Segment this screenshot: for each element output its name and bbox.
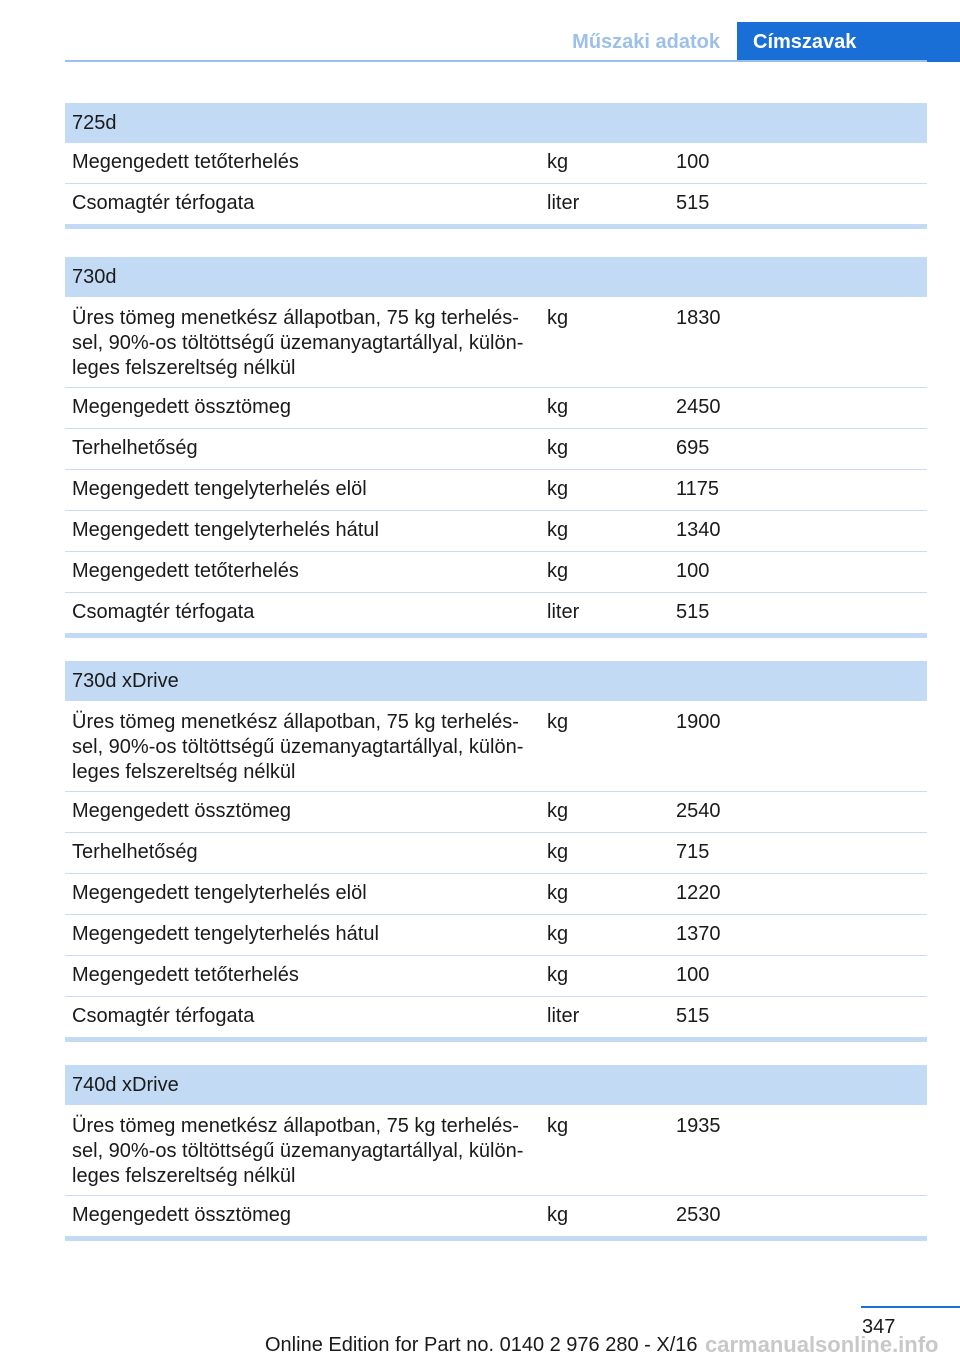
row-unit: kg xyxy=(547,964,569,986)
spec-table-title: 730d xyxy=(65,257,927,297)
row-label: Terhelhetőség xyxy=(72,841,198,863)
row-unit: kg xyxy=(547,478,569,500)
spec-table-740d-xdrive xyxy=(65,1065,927,1241)
table-row xyxy=(65,470,927,511)
footer-divider xyxy=(861,1306,960,1308)
row-value: 515 xyxy=(676,601,710,623)
spec-table-730d xyxy=(65,257,927,638)
table-row xyxy=(65,593,927,633)
table-end-bar xyxy=(65,224,927,229)
row-unit: kg xyxy=(547,307,569,329)
row-label: Megengedett tengelyterhelés hátul xyxy=(72,519,379,541)
table-end-bar xyxy=(65,1037,927,1042)
row-unit: kg xyxy=(547,711,569,733)
row-value: 2540 xyxy=(676,800,721,822)
table-row xyxy=(65,997,927,1037)
table-row xyxy=(65,429,927,470)
table-row xyxy=(65,1196,927,1236)
row-label: Megengedett össztömeg xyxy=(72,396,292,418)
row-label: Üres tömeg menetkész állapotban, 75 kg terhelés-sel, 90%-os töltöttségű üzemanyagtartállyal, külön-leges felszereltség nélkül xyxy=(72,1115,524,1187)
row-unit: kg xyxy=(547,437,569,459)
row-unit: kg xyxy=(547,882,569,904)
row-label: Csomagtér térfogata xyxy=(72,192,255,214)
row-unit: kg xyxy=(547,923,569,945)
row-unit: kg xyxy=(547,519,569,541)
row-unit: liter xyxy=(547,1005,580,1027)
row-value: 100 xyxy=(676,964,710,986)
row-value: 1900 xyxy=(676,711,721,733)
row-unit: kg xyxy=(547,800,569,822)
row-label: Megengedett tetőterhelés xyxy=(72,560,299,582)
table-row xyxy=(65,143,927,184)
row-unit: kg xyxy=(547,151,569,173)
row-value: 1340 xyxy=(676,519,721,541)
row-value: 100 xyxy=(676,151,710,173)
row-unit: kg xyxy=(547,396,569,418)
spec-table-title: 725d xyxy=(65,103,927,143)
table-end-bar xyxy=(65,1236,927,1241)
table-row xyxy=(65,388,927,429)
row-unit: kg xyxy=(547,1204,569,1226)
row-label: Csomagtér térfogata xyxy=(72,1005,255,1027)
table-end-bar xyxy=(65,633,927,638)
table-row xyxy=(65,511,927,552)
row-unit: kg xyxy=(547,1115,569,1137)
row-label: Üres tömeg menetkész állapotban, 75 kg terhelés-sel, 90%-os töltöttségű üzemanyagtartállyal, külön-leges felszereltség nélkül xyxy=(72,711,524,783)
row-unit: liter xyxy=(547,192,580,214)
spec-table-title: 740d xDrive xyxy=(65,1065,927,1105)
row-unit: liter xyxy=(547,601,580,623)
spec-table-title: 730d xDrive xyxy=(65,661,927,701)
header-active-tab[interactable]: Címszavak xyxy=(737,22,960,62)
row-label: Csomagtér térfogata xyxy=(72,601,255,623)
row-unit: kg xyxy=(547,841,569,863)
edition-note: Online Edition for Part no. 0140 2 976 280 - X/16 xyxy=(265,1334,698,1356)
row-label: Megengedett tengelyterhelés elöl xyxy=(72,478,367,500)
row-label: Terhelhetőség xyxy=(72,437,198,459)
row-label: Üres tömeg menetkész állapotban, 75 kg terhelés-sel, 90%-os töltöttségű üzemanyagtartállyal, külön-leges felszereltség nélkül xyxy=(72,307,524,379)
spec-table-725d xyxy=(65,103,927,229)
row-value: 515 xyxy=(676,1005,710,1027)
table-row xyxy=(65,297,927,388)
row-unit: kg xyxy=(547,560,569,582)
row-label: Megengedett össztömeg xyxy=(72,800,292,822)
table-row xyxy=(65,833,927,874)
row-value: 1220 xyxy=(676,882,721,904)
row-value: 1935 xyxy=(676,1115,721,1137)
spec-table-730d-xdrive xyxy=(65,661,927,1042)
table-row xyxy=(65,1105,927,1196)
watermark: carmanualsonline.info xyxy=(705,1332,939,1357)
header-section-title: Műszaki adatok xyxy=(572,31,720,53)
row-label: Megengedett tetőterhelés xyxy=(72,964,299,986)
table-row xyxy=(65,956,927,997)
row-value: 1175 xyxy=(676,478,720,500)
row-label: Megengedett tengelyterhelés hátul xyxy=(72,923,379,945)
table-row xyxy=(65,552,927,593)
row-label: Megengedett össztömeg xyxy=(72,1204,292,1226)
row-value: 1370 xyxy=(676,923,721,945)
row-value: 715 xyxy=(676,841,710,863)
row-label: Megengedett tengelyterhelés elöl xyxy=(72,882,367,904)
row-label: Megengedett tetőterhelés xyxy=(72,151,299,173)
header-divider xyxy=(65,60,927,62)
table-row xyxy=(65,792,927,833)
table-row xyxy=(65,184,927,224)
row-value: 2450 xyxy=(676,396,721,418)
page-number: 347 xyxy=(862,1316,896,1338)
row-value: 2530 xyxy=(676,1204,721,1226)
row-value: 100 xyxy=(676,560,710,582)
table-row xyxy=(65,915,927,956)
row-value: 515 xyxy=(676,192,710,214)
table-row xyxy=(65,701,927,792)
row-value: 695 xyxy=(676,437,710,459)
row-value: 1830 xyxy=(676,307,721,329)
table-row xyxy=(65,874,927,915)
